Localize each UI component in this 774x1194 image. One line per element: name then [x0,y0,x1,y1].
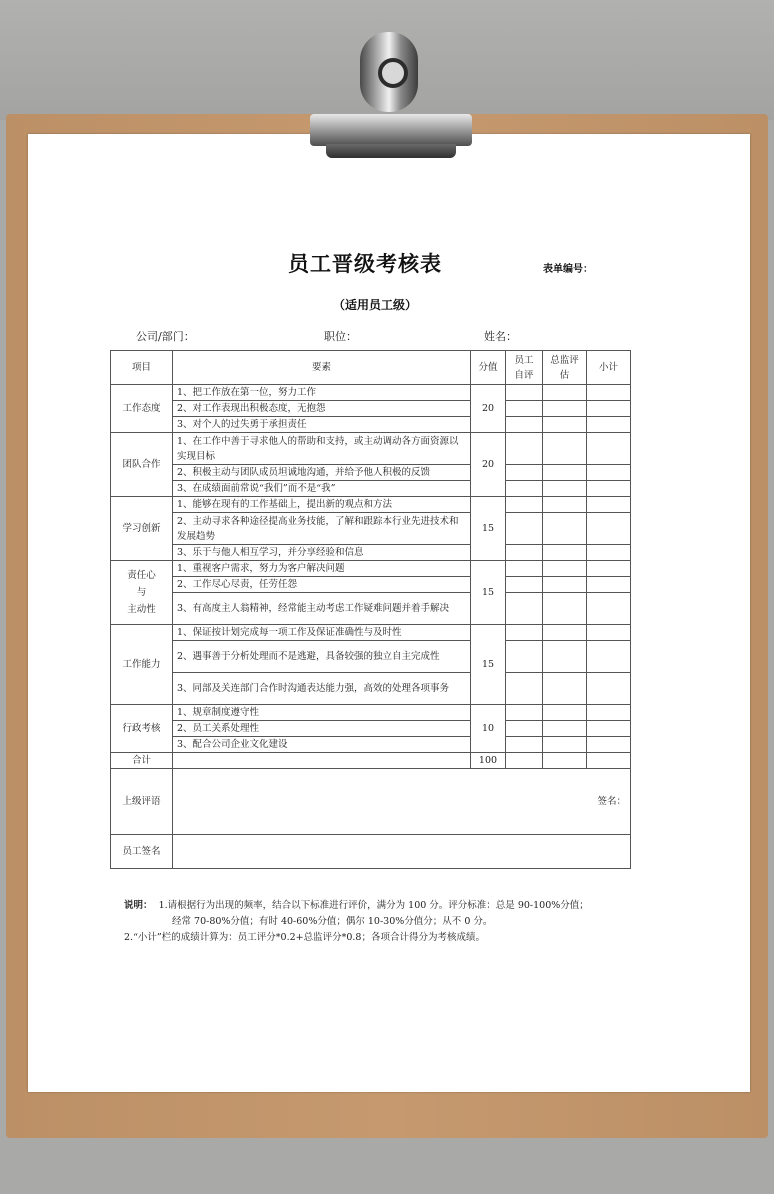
criteria-text: 2、工作尽心尽责，任劳任怨 [173,577,471,593]
criteria-row [111,401,631,417]
group-name: 团队合作 [111,433,173,497]
criteria-text: 3、在成绩面前常说“我们”而不是“我” [173,481,471,497]
form-title: 员工晋级考核表 [288,251,442,276]
criteria-row [111,593,631,625]
director-evaluation-cell[interactable] [543,737,587,753]
header-self-evaluation: 员工自评 [506,351,543,385]
group-score: 10 [471,705,506,753]
total-row [111,753,631,769]
self-evaluation-cell[interactable] [506,577,543,593]
criteria-text: 3、同部及关连部门合作时沟通表达能力强，高效的处理各项事务 [173,673,471,705]
binder-clip [306,26,476,186]
total-subtotal-cell[interactable] [587,753,631,769]
supervisor-comment-label: 上级评语 [111,769,173,835]
subtotal-cell[interactable] [587,641,631,673]
criteria-text: 1、重视客户需求，努力为客户解决问题 [173,561,471,577]
clip-hole [378,58,408,88]
assessment-table [110,350,631,869]
header-score: 分值 [471,351,506,385]
director-evaluation-cell[interactable] [543,417,587,433]
subtotal-cell[interactable] [587,545,631,561]
criteria-text: 2、遇事善于分析处理而不是逃避，具备较强的独立自主完成性 [173,641,471,673]
director-evaluation-cell[interactable] [543,577,587,593]
director-evaluation-cell[interactable] [543,465,587,481]
notes-line-1: 1.请根据行为出现的频率，结合以下标准进行评价，满分为 100 分。评分标准：总是 90-100%分值； [158,900,589,911]
self-evaluation-cell[interactable] [506,625,543,641]
criteria-row [111,481,631,497]
director-evaluation-cell[interactable] [543,481,587,497]
name-field-label: 姓名： [484,330,517,343]
director-evaluation-cell[interactable] [543,385,587,401]
criteria-row [111,433,631,465]
criteria-text: 1、能够在现有的工作基础上，提出新的观点和方法 [173,497,471,513]
group-name: 行政考核 [111,705,173,753]
subtotal-cell[interactable] [587,385,631,401]
director-evaluation-cell[interactable] [543,497,587,513]
director-evaluation-cell[interactable] [543,721,587,737]
criteria-row [111,417,631,433]
subtotal-cell[interactable] [587,577,631,593]
header-elements: 要素 [173,351,471,385]
subtotal-cell[interactable] [587,513,631,545]
director-evaluation-cell[interactable] [543,433,587,465]
group-score: 15 [471,625,506,705]
company-field-label: 公司/部门： [136,330,195,343]
group-score: 15 [471,561,506,625]
criteria-text: 2、积极主动与团队成员坦诚地沟通，并给予他人积极的反馈 [173,465,471,481]
notes-line-3: 2.“小计”栏的成绩计算为：员工评分*0.2+总监评分*0.8；各项合计得分为考核成绩。 [124,932,485,943]
clip-base [326,144,456,158]
instructions [124,898,589,946]
group-score: 20 [471,433,506,497]
notes-line-2: 经常 70-80%分值；有时 40-60%分值；偶尔 10-30%分值分；从不 0 分。 [172,916,493,927]
criteria-text: 3、配合公司企业文化建设 [173,737,471,753]
criteria-text: 1、保证按计划完成每一项工作及保证准确性与及时性 [173,625,471,641]
self-evaluation-cell[interactable] [506,385,543,401]
self-evaluation-cell[interactable] [506,401,543,417]
self-evaluation-cell[interactable] [506,497,543,513]
director-evaluation-cell[interactable] [543,401,587,417]
criteria-text: 2、主动寻求各种途径提高业务技能，了解和跟踪本行业先进技术和发展趋势 [173,513,471,545]
criteria-text: 2、对工作表现出积极态度，无抱怨 [173,401,471,417]
subtotal-cell[interactable] [587,401,631,417]
criteria-text: 1、把工作放在第一位，努力工作 [173,385,471,401]
criteria-row [111,625,631,641]
criteria-row [111,641,631,673]
self-evaluation-cell[interactable] [506,641,543,673]
criteria-text: 2、员工关系处理性 [173,721,471,737]
group-score: 15 [471,497,506,561]
criteria-row [111,577,631,593]
header-item: 项目 [111,351,173,385]
subtotal-cell[interactable] [587,433,631,465]
criteria-row [111,561,631,577]
group-name: 学习创新 [111,497,173,561]
self-evaluation-cell[interactable] [506,433,543,465]
clip-body [310,114,472,146]
subtotal-cell[interactable] [587,737,631,753]
director-evaluation-cell[interactable] [543,545,587,561]
criteria-row [111,721,631,737]
criteria-row [111,385,631,401]
self-evaluation-cell[interactable] [506,417,543,433]
subtotal-cell[interactable] [587,417,631,433]
total-label: 合计 [111,753,173,769]
self-evaluation-cell[interactable] [506,673,543,705]
total-director-cell[interactable] [543,753,587,769]
criteria-text: 3、有高度主人翁精神，经常能主动考虑工作疑难问题并着手解决 [173,593,471,625]
criteria-text: 1、规章制度遵守性 [173,705,471,721]
director-evaluation-cell[interactable] [543,705,587,721]
director-evaluation-cell[interactable] [543,625,587,641]
criteria-row [111,497,631,513]
criteria-row [111,513,631,545]
header-row [111,351,631,385]
self-evaluation-cell[interactable] [506,465,543,481]
self-evaluation-cell[interactable] [506,593,543,625]
self-evaluation-cell[interactable] [506,721,543,737]
form-number-label: 表单编号： [543,264,593,275]
director-evaluation-cell[interactable] [543,513,587,545]
group-name: 工作态度 [111,385,173,433]
employee-sign-field[interactable] [173,835,631,869]
signature-label: 签名： [597,796,626,807]
criteria-text: 1、在工作中善于寻求他人的帮助和支持，或主动调动各方面资源以实现目标 [173,433,471,465]
self-evaluation-cell[interactable] [506,481,543,497]
subtotal-cell[interactable] [587,561,631,577]
notes-label: 说明： [124,900,153,911]
supervisor-comment-field[interactable] [173,769,631,835]
director-evaluation-cell[interactable] [543,673,587,705]
total-self-cell[interactable] [506,753,543,769]
header-director-evaluation: 总监评估 [543,351,587,385]
group-name: 责任心 与 主动性 [111,561,173,625]
self-evaluation-cell[interactable] [506,545,543,561]
subtotal-cell[interactable] [587,497,631,513]
director-evaluation-cell[interactable] [543,593,587,625]
subtotal-cell[interactable] [587,705,631,721]
criteria-row [111,465,631,481]
header-subtotal: 小计 [587,351,631,385]
criteria-body [111,385,631,753]
director-evaluation-cell[interactable] [543,641,587,673]
criteria-row [111,545,631,561]
total-blank [173,753,471,769]
group-name: 工作能力 [111,625,173,705]
employee-sign-row [111,835,631,869]
criteria-row [111,705,631,721]
self-evaluation-cell[interactable] [506,513,543,545]
criteria-text: 3、乐于与他人相互学习，并分享经验和信息 [173,545,471,561]
subtotal-cell[interactable] [587,721,631,737]
group-score: 20 [471,385,506,433]
subtotal-cell[interactable] [587,593,631,625]
criteria-row [111,673,631,705]
subtotal-cell[interactable] [587,481,631,497]
subtotal-cell[interactable] [587,673,631,705]
criteria-text: 3、对个人的过失勇于承担责任 [173,417,471,433]
self-evaluation-cell[interactable] [506,705,543,721]
form-subtitle: （适用员工级） [333,298,418,312]
subtotal-cell[interactable] [587,465,631,481]
criteria-row [111,737,631,753]
employee-sign-label: 员工签名 [111,835,173,869]
director-evaluation-cell[interactable] [543,561,587,577]
position-field-label: 职位： [324,330,357,343]
self-evaluation-cell[interactable] [506,561,543,577]
self-evaluation-cell[interactable] [506,737,543,753]
subtotal-cell[interactable] [587,625,631,641]
supervisor-comment-row [111,769,631,835]
total-score: 100 [471,753,506,769]
